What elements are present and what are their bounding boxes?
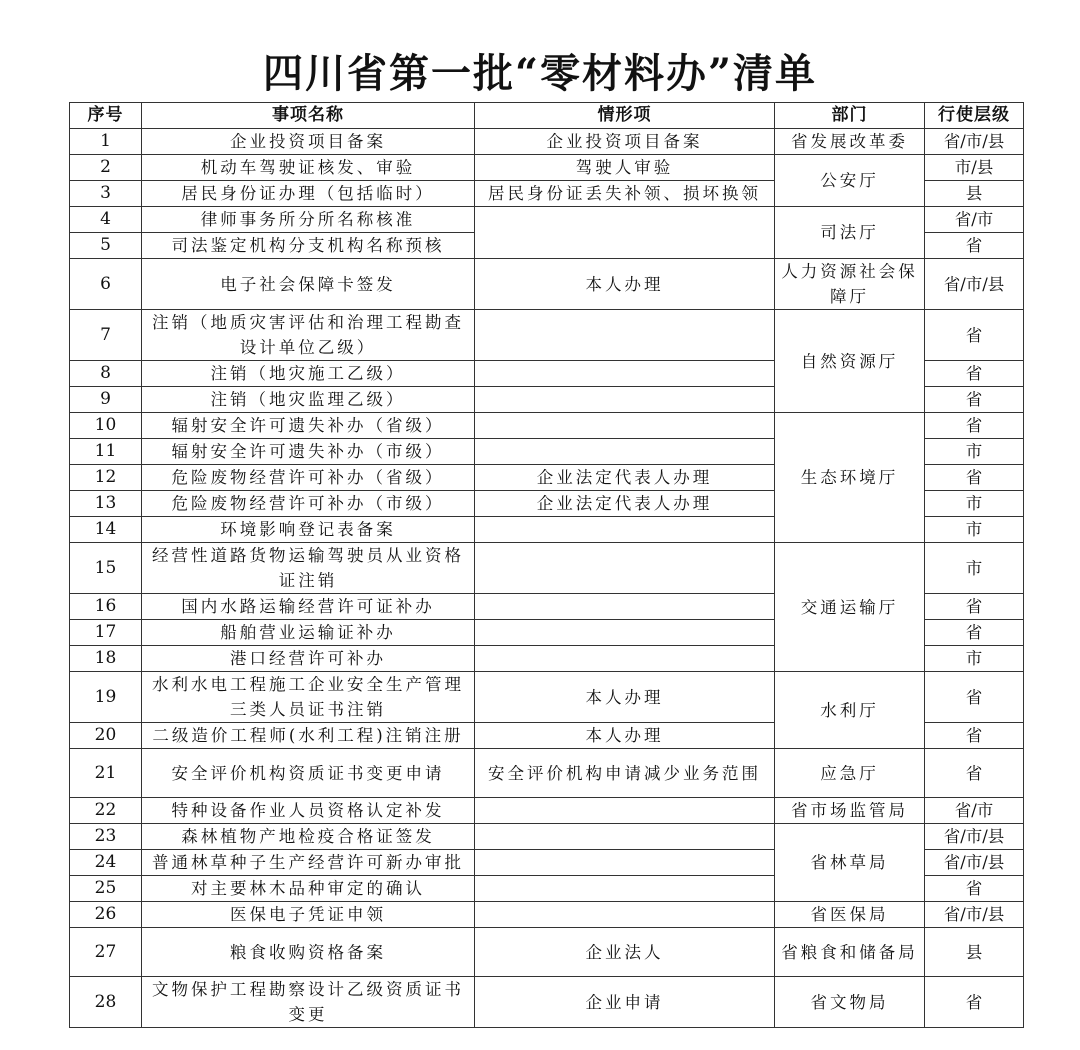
row-number: 9 [70, 387, 142, 413]
row-number: 28 [70, 977, 142, 1028]
level: 省 [925, 876, 1024, 902]
level: 省 [925, 361, 1024, 387]
table-row [70, 928, 1024, 977]
department: 交通运输厅 [775, 543, 925, 672]
case-item: 本人办理 [475, 672, 775, 723]
department: 省粮食和储备局 [775, 928, 925, 977]
row-number: 12 [70, 465, 142, 491]
checklist-table [69, 102, 1024, 1028]
item-name: 对主要林木品种审定的确认 [142, 876, 475, 902]
item-name: 二级造价工程师(水利工程)注销注册 [142, 723, 475, 749]
level: 省 [925, 749, 1024, 798]
row-number: 2 [70, 155, 142, 181]
table-row [70, 543, 1024, 594]
item-name: 辐射安全许可遗失补办（省级） [142, 413, 475, 439]
case-item: 企业法定代表人办理 [475, 465, 775, 491]
row-number: 5 [70, 233, 142, 259]
level: 县 [925, 181, 1024, 207]
level: 省/市/县 [925, 259, 1024, 310]
case-item [475, 517, 775, 543]
case-item [475, 620, 775, 646]
case-item: 企业投资项目备案 [475, 129, 775, 155]
level: 市 [925, 646, 1024, 672]
row-number: 10 [70, 413, 142, 439]
item-name: 电子社会保障卡签发 [142, 259, 475, 310]
department: 人力资源社会保障厅 [775, 259, 925, 310]
level: 省 [925, 413, 1024, 439]
row-number: 18 [70, 646, 142, 672]
item-name: 企业投资项目备案 [142, 129, 475, 155]
item-name: 国内水路运输经营许可证补办 [142, 594, 475, 620]
department: 省医保局 [775, 902, 925, 928]
level: 省/市/县 [925, 850, 1024, 876]
level: 省 [925, 233, 1024, 259]
case-item [475, 824, 775, 850]
case-item: 企业法人 [475, 928, 775, 977]
case-item [475, 207, 775, 259]
department: 省发展改革委 [775, 129, 925, 155]
department: 自然资源厅 [775, 310, 925, 413]
level: 市 [925, 517, 1024, 543]
level: 省 [925, 672, 1024, 723]
header-level: 行使层级 [925, 103, 1024, 129]
department: 省林草局 [775, 824, 925, 902]
row-number: 21 [70, 749, 142, 798]
row-number: 14 [70, 517, 142, 543]
table-row [70, 259, 1024, 310]
table-row [70, 902, 1024, 928]
header-case: 情形项 [475, 103, 775, 129]
row-number: 7 [70, 310, 142, 361]
item-name: 危险废物经营许可补办（省级） [142, 465, 475, 491]
case-item [475, 594, 775, 620]
case-item [475, 902, 775, 928]
row-number: 8 [70, 361, 142, 387]
case-item: 安全评价机构申请减少业务范围 [475, 749, 775, 798]
item-name: 环境影响登记表备案 [142, 517, 475, 543]
case-item: 居民身份证丢失补领、损坏换领 [475, 181, 775, 207]
row-number: 4 [70, 207, 142, 233]
item-name: 文物保护工程勘察设计乙级资质证书变更 [142, 977, 475, 1028]
item-name: 居民身份证办理（包括临时） [142, 181, 475, 207]
table-row [70, 672, 1024, 723]
level: 市 [925, 439, 1024, 465]
row-number: 13 [70, 491, 142, 517]
case-item [475, 646, 775, 672]
level: 省/市 [925, 207, 1024, 233]
row-number: 24 [70, 850, 142, 876]
level: 省 [925, 620, 1024, 646]
table-row [70, 749, 1024, 798]
case-item [475, 387, 775, 413]
department: 省市场监管局 [775, 798, 925, 824]
row-number: 27 [70, 928, 142, 977]
department: 司法厅 [775, 207, 925, 259]
level: 市 [925, 491, 1024, 517]
header-item: 事项名称 [142, 103, 475, 129]
department: 生态环境厅 [775, 413, 925, 543]
item-name: 司法鉴定机构分支机构名称预核 [142, 233, 475, 259]
level: 省/市/县 [925, 902, 1024, 928]
item-name: 注销（地灾施工乙级） [142, 361, 475, 387]
item-name: 注销（地灾监理乙级） [142, 387, 475, 413]
level: 省 [925, 594, 1024, 620]
header-no: 序号 [70, 103, 142, 129]
item-name: 船舶营业运输证补办 [142, 620, 475, 646]
item-name: 森林植物产地检疫合格证签发 [142, 824, 475, 850]
department: 公安厅 [775, 155, 925, 207]
department: 水利厅 [775, 672, 925, 749]
row-number: 20 [70, 723, 142, 749]
item-name: 危险废物经营许可补办（市级） [142, 491, 475, 517]
level: 省 [925, 977, 1024, 1028]
table-row [70, 824, 1024, 850]
table-row [70, 155, 1024, 181]
table-row [70, 129, 1024, 155]
department: 省文物局 [775, 977, 925, 1028]
case-item [475, 413, 775, 439]
case-item: 驾驶人审验 [475, 155, 775, 181]
header-dept: 部门 [775, 103, 925, 129]
level: 省/市 [925, 798, 1024, 824]
case-item: 企业申请 [475, 977, 775, 1028]
item-name: 律师事务所分所名称核准 [142, 207, 475, 233]
level: 市/县 [925, 155, 1024, 181]
row-number: 23 [70, 824, 142, 850]
row-number: 6 [70, 259, 142, 310]
level: 省 [925, 387, 1024, 413]
level: 省 [925, 723, 1024, 749]
item-name: 港口经营许可补办 [142, 646, 475, 672]
case-item [475, 310, 775, 361]
row-number: 26 [70, 902, 142, 928]
row-number: 16 [70, 594, 142, 620]
level: 市 [925, 543, 1024, 594]
row-number: 15 [70, 543, 142, 594]
item-name: 特种设备作业人员资格认定补发 [142, 798, 475, 824]
table-row [70, 413, 1024, 439]
case-item [475, 876, 775, 902]
level: 省 [925, 465, 1024, 491]
item-name: 水利水电工程施工企业安全生产管理三类人员证书注销 [142, 672, 475, 723]
item-name: 机动车驾驶证核发、审验 [142, 155, 475, 181]
case-item: 本人办理 [475, 723, 775, 749]
item-name: 医保电子凭证申领 [142, 902, 475, 928]
table-row [70, 798, 1024, 824]
row-number: 1 [70, 129, 142, 155]
case-item: 本人办理 [475, 259, 775, 310]
item-name: 普通林草种子生产经营许可新办审批 [142, 850, 475, 876]
case-item [475, 439, 775, 465]
item-name: 粮食收购资格备案 [142, 928, 475, 977]
case-item: 企业法定代表人办理 [475, 491, 775, 517]
item-name: 安全评价机构资质证书变更申请 [142, 749, 475, 798]
level: 省/市/县 [925, 129, 1024, 155]
row-number: 11 [70, 439, 142, 465]
row-number: 3 [70, 181, 142, 207]
header-row [70, 103, 1024, 129]
case-item [475, 361, 775, 387]
case-item [475, 543, 775, 594]
row-number: 22 [70, 798, 142, 824]
page-title: 四川省第一批“零材料办”清单 [262, 50, 817, 97]
level: 省 [925, 310, 1024, 361]
row-number: 25 [70, 876, 142, 902]
department: 应急厅 [775, 749, 925, 798]
item-name: 辐射安全许可遗失补办（市级） [142, 439, 475, 465]
case-item [475, 798, 775, 824]
case-item [475, 850, 775, 876]
table-row [70, 310, 1024, 361]
row-number: 19 [70, 672, 142, 723]
table-row [70, 977, 1024, 1028]
item-name: 注销（地质灾害评估和治理工程勘查设计单位乙级） [142, 310, 475, 361]
level: 县 [925, 928, 1024, 977]
level: 省/市/县 [925, 824, 1024, 850]
table-row [70, 207, 1024, 233]
row-number: 17 [70, 620, 142, 646]
item-name: 经营性道路货物运输驾驶员从业资格证注销 [142, 543, 475, 594]
